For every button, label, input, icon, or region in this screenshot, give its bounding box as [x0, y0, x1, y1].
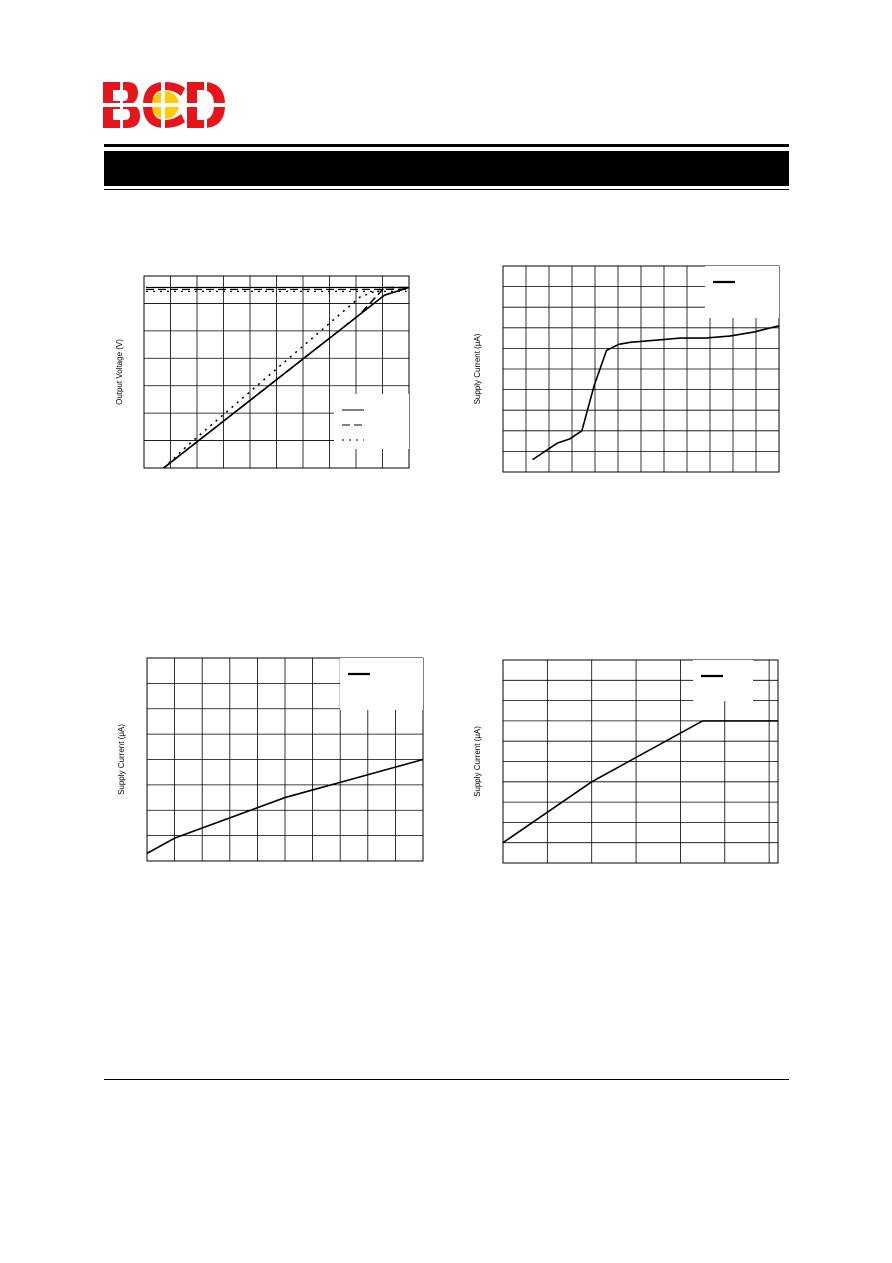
title-bar	[104, 151, 789, 186]
header-underline	[104, 189, 789, 190]
header-rule	[104, 144, 789, 147]
legend-box	[705, 266, 779, 318]
bcd-logo	[103, 82, 225, 128]
y-axis-label: Output Voltage (V)	[115, 339, 124, 405]
chart-supply-current-2	[110, 655, 430, 865]
legend-box	[340, 658, 423, 710]
chart-supply-current-3	[465, 655, 785, 865]
legend-box	[693, 660, 753, 701]
footer-rule	[104, 1079, 789, 1080]
chart-output-voltage	[110, 270, 420, 475]
legend-box	[334, 394, 409, 449]
chart-supply-current-1	[465, 262, 785, 474]
y-axis-label: Supply Current (μA)	[473, 333, 482, 405]
y-axis-label: Supply Current (μA)	[473, 726, 482, 797]
y-axis-label: Supply Current (μA)	[117, 724, 126, 795]
